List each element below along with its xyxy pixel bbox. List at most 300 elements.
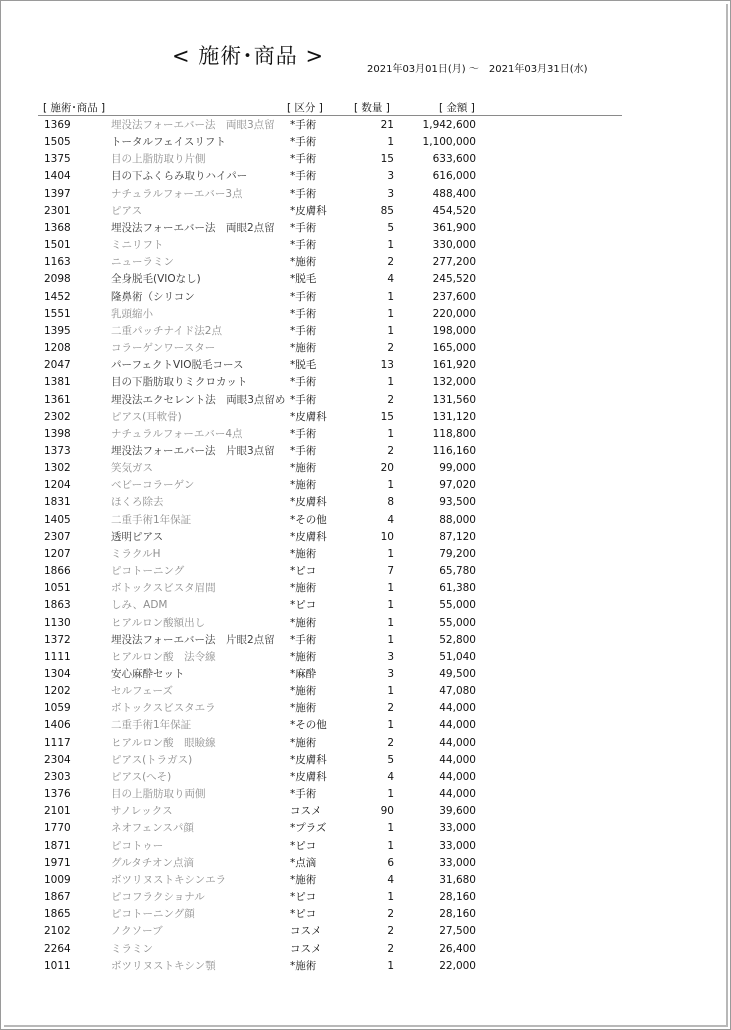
- item-category: *ピコ: [290, 908, 317, 921]
- item-category: コスメ: [290, 925, 322, 938]
- item-name: 二重パッチナイド法2点: [111, 324, 222, 337]
- table-row: [0, 392, 731, 409]
- item-code: 1111: [44, 650, 71, 663]
- page-shadow-bottom: [4, 1025, 728, 1027]
- item-category: *皮膚科: [290, 496, 327, 509]
- item-quantity: 3: [387, 170, 394, 183]
- table-row: [0, 632, 731, 649]
- item-name: ボトックスビスタ眉間: [111, 582, 216, 595]
- item-category: *手術: [290, 633, 317, 646]
- item-quantity: 3: [387, 650, 394, 663]
- table-row: [0, 477, 731, 494]
- item-name: 目の下脂肪取りミクロカット: [111, 376, 248, 389]
- item-amount: 161,920: [432, 359, 476, 372]
- item-amount: 1,942,600: [422, 119, 476, 131]
- item-quantity: 1: [387, 822, 394, 835]
- item-amount: 65,780: [439, 565, 476, 578]
- item-code: 1871: [44, 839, 71, 852]
- item-name: パーフェクトVIO脱毛コース: [111, 359, 244, 372]
- item-quantity: 1: [387, 239, 394, 252]
- item-name: ボツリヌストキシン顎: [111, 959, 216, 972]
- item-name: 目の下ふくらみ取りハイパー: [111, 170, 248, 183]
- item-category: コスメ: [290, 805, 322, 818]
- item-quantity: 2: [387, 908, 394, 921]
- item-code: 2101: [44, 805, 71, 818]
- item-amount: 616,000: [432, 170, 476, 183]
- item-category: *手術: [290, 221, 317, 234]
- item-amount: 61,380: [439, 582, 476, 595]
- item-name: 埋没法フォーエバー法 両眼3点留: [111, 119, 275, 131]
- table-row: [0, 426, 731, 443]
- table-row: [0, 666, 731, 683]
- item-code: 1302: [44, 462, 71, 475]
- item-amount: 116,160: [432, 444, 476, 457]
- item-category: *皮膚科: [290, 753, 327, 766]
- item-category: *手術: [290, 136, 317, 149]
- item-amount: 87,120: [439, 530, 476, 543]
- table-row: [0, 289, 731, 306]
- item-amount: 44,000: [439, 753, 476, 766]
- item-category: *施術: [290, 616, 317, 629]
- item-quantity: 2: [387, 925, 394, 938]
- item-category: *脱毛: [290, 359, 317, 372]
- item-code: 1406: [44, 719, 71, 732]
- item-category: *点滴: [290, 856, 317, 869]
- item-amount: 132,000: [432, 376, 476, 389]
- item-quantity: 2: [387, 342, 394, 355]
- item-name: ボツリヌストキシンエラ: [111, 873, 227, 886]
- item-amount: 277,200: [432, 256, 476, 269]
- item-amount: 26,400: [439, 942, 476, 955]
- table-row: [0, 117, 731, 134]
- item-name: 埋没法フォーエバー法 両眼2点留: [111, 221, 275, 234]
- item-quantity: 4: [387, 273, 394, 286]
- item-category: *施術: [290, 582, 317, 595]
- item-code: 2304: [44, 753, 71, 766]
- item-amount: 47,080: [439, 685, 476, 698]
- item-code: 1866: [44, 565, 71, 578]
- item-category: *手術: [290, 788, 317, 801]
- item-category: *手術: [290, 187, 317, 200]
- item-code: 1368: [44, 221, 71, 234]
- item-amount: 33,000: [439, 856, 476, 869]
- item-amount: 31,680: [439, 873, 476, 886]
- item-quantity: 1: [387, 324, 394, 337]
- item-quantity: 85: [380, 204, 394, 217]
- item-category: *皮膚科: [290, 204, 327, 217]
- item-amount: 55,000: [439, 599, 476, 612]
- table-row: [0, 872, 731, 889]
- item-name: ニューラミン: [111, 256, 174, 269]
- item-category: *プラズ: [290, 822, 327, 835]
- item-category: *皮膚科: [290, 770, 327, 783]
- item-quantity: 2: [387, 942, 394, 955]
- item-quantity: 15: [380, 410, 394, 423]
- item-quantity: 1: [387, 685, 394, 698]
- item-code: 1204: [44, 479, 71, 492]
- item-code: 1207: [44, 547, 71, 560]
- item-code: 1404: [44, 170, 71, 183]
- table-row: [0, 906, 731, 923]
- item-category: *施術: [290, 685, 317, 698]
- item-code: 2098: [44, 273, 71, 286]
- table-row: [0, 409, 731, 426]
- item-quantity: 1: [387, 290, 394, 303]
- item-code: 1163: [44, 256, 71, 269]
- item-amount: 52,800: [439, 633, 476, 646]
- item-amount: 44,000: [439, 719, 476, 732]
- column-header-amount: [ 金額 ]: [439, 102, 475, 114]
- item-quantity: 1: [387, 479, 394, 492]
- item-category: *施術: [290, 462, 317, 475]
- item-amount: 1,100,000: [422, 136, 476, 149]
- item-amount: 330,000: [432, 239, 476, 252]
- item-category: *ピコ: [290, 891, 317, 904]
- item-code: 2307: [44, 530, 71, 543]
- item-quantity: 1: [387, 839, 394, 852]
- report-period: 2021年03月01日(月) ～ 2021年03月31日(水): [367, 64, 588, 75]
- item-amount: 131,120: [432, 410, 476, 423]
- item-category: *施術: [290, 479, 317, 492]
- item-category: *ピコ: [290, 565, 317, 578]
- table-row: [0, 649, 731, 666]
- item-code: 1505: [44, 136, 71, 149]
- item-amount: 131,560: [432, 393, 476, 406]
- item-name: ベビーコラーゲン: [111, 479, 195, 492]
- item-amount: 361,900: [432, 221, 476, 234]
- item-category: *手術: [290, 290, 317, 303]
- item-quantity: 1: [387, 719, 394, 732]
- item-amount: 93,500: [439, 496, 476, 509]
- item-name: ヒアルロン酸 眼瞼線: [111, 736, 216, 749]
- table-row: [0, 923, 731, 940]
- item-code: 2264: [44, 942, 71, 955]
- item-quantity: 1: [387, 959, 394, 972]
- item-name: ヒアルロン酸額出し: [111, 616, 206, 629]
- header-rule: [38, 115, 622, 116]
- item-quantity: 2: [387, 736, 394, 749]
- item-code: 1373: [44, 444, 71, 457]
- item-amount: 88,000: [439, 513, 476, 526]
- item-amount: 28,160: [439, 908, 476, 921]
- item-code: 1831: [44, 496, 71, 509]
- item-category: *その他: [290, 719, 327, 732]
- item-category: *手術: [290, 119, 317, 131]
- item-name: コラーゲンワースター: [111, 342, 216, 355]
- table-row: [0, 958, 731, 975]
- item-name: 透明ピアス: [111, 530, 164, 543]
- item-code: 1202: [44, 685, 71, 698]
- item-name: 目の上脂肪取り両側: [111, 788, 206, 801]
- item-amount: 198,000: [432, 324, 476, 337]
- item-amount: 220,000: [432, 307, 476, 320]
- table-row: [0, 786, 731, 803]
- item-amount: 454,520: [432, 204, 476, 217]
- item-quantity: 1: [387, 427, 394, 440]
- table-row: [0, 443, 731, 460]
- table-row: [0, 271, 731, 288]
- item-code: 1059: [44, 702, 71, 715]
- item-amount: 51,040: [439, 650, 476, 663]
- item-code: 2303: [44, 770, 71, 783]
- item-name: ミニリフト: [111, 239, 164, 252]
- item-code: 1867: [44, 891, 71, 904]
- item-code: 1971: [44, 856, 71, 869]
- item-category: *施術: [290, 256, 317, 269]
- item-name: ピコフラクショナル: [111, 891, 205, 904]
- item-amount: 33,000: [439, 822, 476, 835]
- item-name: 二重手術1年保証: [111, 719, 192, 732]
- table-row: [0, 597, 731, 614]
- item-category: *麻酔: [290, 668, 317, 680]
- item-name: しみ、ADM: [111, 599, 168, 612]
- item-code: 1551: [44, 307, 71, 320]
- item-amount: 44,000: [439, 736, 476, 749]
- table-row: [0, 134, 731, 151]
- table-row: [0, 203, 731, 220]
- item-amount: 633,600: [432, 153, 476, 166]
- item-amount: 44,000: [439, 788, 476, 801]
- item-quantity: 13: [380, 359, 394, 372]
- table-row: [0, 306, 731, 323]
- item-category: *皮膚科: [290, 530, 327, 543]
- item-amount: 237,600: [432, 290, 476, 303]
- table-row: [0, 752, 731, 769]
- item-code: 1863: [44, 599, 71, 612]
- item-quantity: 1: [387, 547, 394, 560]
- item-quantity: 7: [387, 565, 394, 578]
- item-code: 1865: [44, 908, 71, 921]
- item-code: 1501: [44, 239, 71, 252]
- item-name: ピコトゥー: [111, 839, 164, 852]
- item-name: ピアス(へそ): [111, 770, 172, 783]
- item-code: 1381: [44, 376, 71, 389]
- table-row: [0, 357, 731, 374]
- item-quantity: 5: [387, 753, 394, 766]
- item-category: *手術: [290, 444, 317, 457]
- table-row: [0, 838, 731, 855]
- table-row: [0, 237, 731, 254]
- item-category: *施術: [290, 959, 317, 972]
- item-quantity: 1: [387, 616, 394, 629]
- item-name: ノクソーブ: [111, 925, 163, 938]
- item-quantity: 1: [387, 307, 394, 320]
- item-quantity: 1: [387, 633, 394, 646]
- item-code: 1375: [44, 153, 71, 166]
- report-title: < 施術･商品 >: [172, 44, 325, 68]
- item-category: *手術: [290, 153, 317, 166]
- item-code: 2102: [44, 925, 71, 938]
- item-amount: 99,000: [439, 462, 476, 475]
- item-code: 1208: [44, 342, 71, 355]
- item-quantity: 8: [387, 496, 394, 509]
- item-category: *その他: [290, 513, 327, 526]
- item-amount: 28,160: [439, 891, 476, 904]
- column-header-name: [ 施術･商品 ]: [43, 102, 106, 114]
- item-category: *ピコ: [290, 599, 317, 612]
- item-code: 1051: [44, 582, 71, 595]
- item-category: *ピコ: [290, 839, 317, 852]
- item-name: 笑気ガス: [111, 462, 153, 475]
- item-category: *手術: [290, 170, 317, 183]
- item-quantity: 6: [387, 856, 394, 869]
- item-quantity: 1: [387, 582, 394, 595]
- item-amount: 39,600: [439, 805, 476, 818]
- table-row: [0, 889, 731, 906]
- item-code: 1770: [44, 822, 71, 835]
- item-category: *手術: [290, 239, 317, 252]
- item-category: *施術: [290, 547, 317, 560]
- item-name: ミラクルH: [111, 547, 161, 560]
- item-code: 1369: [44, 119, 71, 131]
- item-quantity: 4: [387, 873, 394, 886]
- item-amount: 33,000: [439, 839, 476, 852]
- item-code: 2302: [44, 410, 71, 423]
- item-amount: 44,000: [439, 770, 476, 783]
- item-amount: 49,500: [439, 668, 476, 680]
- item-category: *手術: [290, 427, 317, 440]
- item-amount: 118,800: [432, 427, 476, 440]
- item-code: 1009: [44, 873, 71, 886]
- item-name: トータルフェイスリフト: [111, 136, 226, 149]
- table-row: [0, 563, 731, 580]
- item-code: 1011: [44, 959, 71, 972]
- item-name: グルタチオン点滴: [111, 856, 195, 869]
- table-row: [0, 220, 731, 237]
- item-name: ボトックスビスタエラ: [111, 702, 216, 715]
- item-quantity: 1: [387, 788, 394, 801]
- item-name: 安心麻酔セット: [111, 668, 185, 680]
- report-table: [0, 117, 731, 975]
- table-row: [0, 580, 731, 597]
- item-quantity: 3: [387, 187, 394, 200]
- table-row: [0, 323, 731, 340]
- table-row: [0, 529, 731, 546]
- table-row: [0, 717, 731, 734]
- table-row: [0, 186, 731, 203]
- item-code: 1376: [44, 788, 71, 801]
- item-name: ほくろ除去: [111, 496, 164, 509]
- item-amount: 488,400: [432, 187, 476, 200]
- item-code: 1397: [44, 187, 71, 200]
- table-row: [0, 546, 731, 563]
- item-category: *手術: [290, 376, 317, 389]
- item-quantity: 2: [387, 256, 394, 269]
- table-row: [0, 941, 731, 958]
- item-category: *手術: [290, 307, 317, 320]
- item-name: 全身脱毛(VIOなし): [111, 273, 201, 286]
- item-code: 1372: [44, 633, 71, 646]
- table-row: [0, 615, 731, 632]
- table-row: [0, 494, 731, 511]
- item-quantity: 1: [387, 136, 394, 149]
- item-quantity: 10: [380, 530, 394, 543]
- item-amount: 165,000: [432, 342, 476, 355]
- item-quantity: 5: [387, 221, 394, 234]
- item-category: *手術: [290, 324, 317, 337]
- table-row: [0, 340, 731, 357]
- item-name: ピコトーニング: [111, 565, 185, 578]
- item-quantity: 2: [387, 702, 394, 715]
- item-code: 2301: [44, 204, 71, 217]
- table-row: [0, 374, 731, 391]
- item-code: 1117: [44, 736, 71, 749]
- item-name: 埋没法フォーエバー法 片眼2点留: [111, 633, 275, 646]
- item-amount: 22,000: [439, 959, 476, 972]
- item-name: ネオフェンスパ顔: [111, 822, 194, 835]
- item-quantity: 20: [380, 462, 394, 475]
- item-amount: 55,000: [439, 616, 476, 629]
- item-code: 2047: [44, 359, 71, 372]
- item-name: 目の上脂肪取り片側: [111, 153, 206, 166]
- item-name: 二重手術1年保証: [111, 513, 192, 526]
- item-code: 1361: [44, 393, 71, 406]
- item-amount: 27,500: [439, 925, 476, 938]
- item-name: ナチュラルフォーエバー3点: [111, 187, 243, 200]
- item-quantity: 1: [387, 376, 394, 389]
- item-name: ピアス: [111, 204, 143, 217]
- table-row: [0, 820, 731, 837]
- column-header-quantity: [ 数量 ]: [354, 102, 390, 114]
- item-quantity: 1: [387, 891, 394, 904]
- table-row: [0, 151, 731, 168]
- table-row: [0, 683, 731, 700]
- item-quantity: 4: [387, 770, 394, 783]
- item-quantity: 90: [380, 805, 394, 818]
- item-name: ミラミン: [111, 942, 153, 955]
- table-row: [0, 168, 731, 185]
- item-quantity: 21: [380, 119, 394, 131]
- item-code: 1452: [44, 290, 71, 303]
- table-row: [0, 803, 731, 820]
- item-name: ピアス(耳軟骨): [111, 410, 182, 423]
- item-category: コスメ: [290, 942, 322, 955]
- column-header-category: [ 区分 ]: [287, 102, 323, 114]
- item-name: 乳頭縮小: [111, 307, 153, 320]
- item-quantity: 1: [387, 599, 394, 612]
- table-row: [0, 460, 731, 477]
- table-row: [0, 254, 731, 271]
- item-code: 1395: [44, 324, 71, 337]
- item-category: *脱毛: [290, 273, 317, 286]
- item-name: サノレックス: [111, 805, 173, 818]
- item-category: *施術: [290, 650, 317, 663]
- item-category: *施術: [290, 702, 317, 715]
- item-quantity: 15: [380, 153, 394, 166]
- item-amount: 44,000: [439, 702, 476, 715]
- item-quantity: 2: [387, 393, 394, 406]
- item-name: 埋没法エクセレント法 両眼3点留め: [111, 393, 286, 406]
- table-row: [0, 855, 731, 872]
- item-quantity: 4: [387, 513, 394, 526]
- item-name: ピアス(トラガス): [111, 753, 193, 766]
- item-amount: 97,020: [439, 479, 476, 492]
- item-category: *手術: [290, 393, 317, 406]
- table-row: [0, 735, 731, 752]
- item-code: 1304: [44, 668, 71, 680]
- item-code: 1405: [44, 513, 71, 526]
- item-name: 埋没法フォーエバー法 片眼3点留: [111, 444, 275, 457]
- table-row: [0, 512, 731, 529]
- item-amount: 245,520: [432, 273, 476, 286]
- item-category: *施術: [290, 873, 317, 886]
- item-category: *施術: [290, 736, 317, 749]
- item-quantity: 3: [387, 668, 394, 680]
- item-name: ナチュラルフォーエバー4点: [111, 427, 243, 440]
- table-row: [0, 769, 731, 786]
- item-amount: 79,200: [439, 547, 476, 560]
- item-category: *施術: [290, 342, 317, 355]
